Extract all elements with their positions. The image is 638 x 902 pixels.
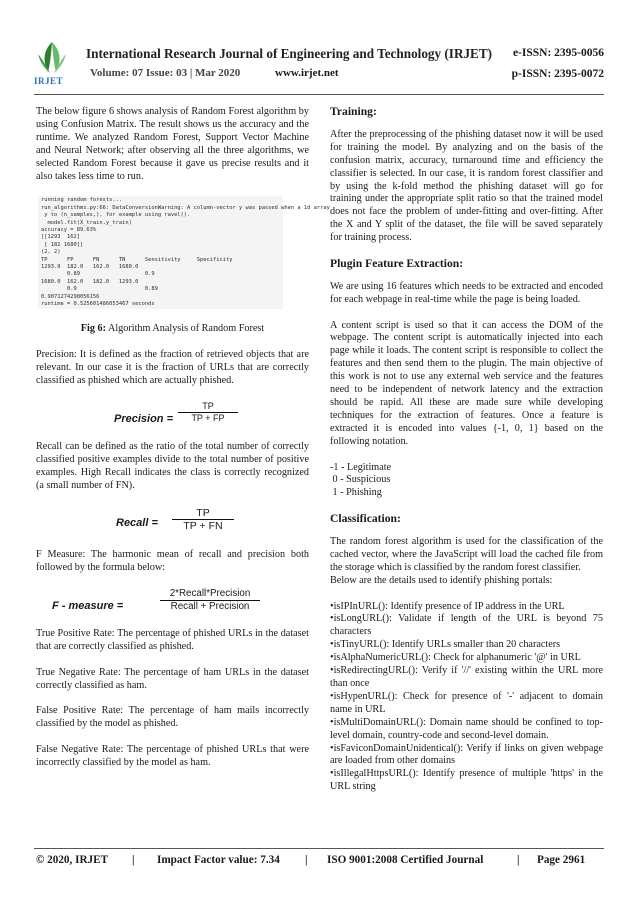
fmeasure-formula-label: F - measure = — [52, 600, 124, 613]
notation-item: 1 - Phishing — [330, 487, 382, 499]
precision-fraction — [178, 401, 238, 424]
list-item: •isHypenURL(): Check for presence of '-' adjacent to domain name in URL — [330, 690, 603, 715]
true-positive-rate-paragraph: True Positive Rate: The percentage of phished URLs in the dataset that are correctly classified as phished. — [36, 628, 309, 652]
recall-formula-label: Recall = — [116, 517, 158, 530]
recall-fraction — [172, 507, 234, 532]
list-item: •isMultiDomainURL(): Domain name should be confined to top-level domain, country-code and second-level domain. — [330, 716, 603, 741]
fmeasure-denominator: Recall + Precision — [160, 600, 260, 613]
fmeasure-fraction — [160, 588, 260, 613]
list-item: •isFaviconDomainUnidentical(): Verify if links on given webpage are loaded from other domains — [330, 742, 603, 767]
footer-iso: ISO 9001:2008 Certified Journal — [327, 854, 484, 866]
volume-issue: Volume: 07 Issue: 03 | Mar 2020 — [90, 67, 241, 79]
footer-divider — [34, 848, 604, 849]
journal-title: International Research Journal of Engineering and Technology (IRJET) — [86, 46, 493, 61]
list-item: •isTinyURL(): Identify URLs smaller than 20 characters — [330, 639, 561, 651]
console-line: (2, 2) — [41, 249, 61, 256]
console-line: 0.9 0.89 — [41, 286, 158, 293]
list-item: •isIPInURL(): Identify presence of IP address in the URL — [330, 600, 565, 612]
console-line: TP FP FN TN Sensitivity Specificity — [41, 256, 233, 263]
precision-paragraph: Precision: It is defined as the fraction of retrieved objects that are relevant. In our case it is the fraction of URLs that are correctly classified as phished which are actually phished. — [36, 349, 309, 387]
plugin-heading: Plugin Feature Extraction: — [330, 256, 464, 270]
recall-formula — [36, 505, 309, 549]
list-item: •isAlphaNumericURL(): Check for alphanumeric '@' in URL — [330, 652, 581, 664]
fmeasure-paragraph: F Measure: The harmonic mean of recall and precision both followed by the formula below: — [36, 549, 309, 574]
footer-page-number: Page 2961 — [537, 854, 586, 866]
false-negative-rate-paragraph: False Negative Rate: The percentage of phished URLs that were incorrectly classified by the model as ham. — [36, 744, 309, 769]
console-line: accuracy = 89.63% — [41, 226, 97, 233]
recall-numerator: TP — [196, 507, 210, 520]
footer-copyright: © 2020, IRJET — [36, 854, 109, 866]
footer-separator: | — [517, 854, 520, 866]
footer-impact-factor: Impact Factor value: 7.34 — [157, 854, 280, 866]
precision-formula — [36, 401, 309, 441]
classification-paragraph-2: Below are the details used to identify phishing portals: — [330, 574, 553, 586]
header-divider — [34, 94, 604, 95]
console-line: y to (n_samples,), for example using ravel(). — [41, 212, 191, 219]
notation-item: -1 - Legitimate — [330, 461, 392, 473]
precision-formula-label: Precision = — [114, 412, 174, 425]
right-column — [330, 106, 603, 794]
console-line: 1680.0 162.0 182.0 1293.0 — [41, 278, 139, 285]
notation-list — [330, 462, 603, 501]
list-item: •isIllegalHttpsURL(): Identify presence of multiple 'https' in the URL string — [330, 768, 603, 793]
console-output-figure — [38, 196, 330, 309]
list-item: •isLongURL(): Validate if length of the URL is beyond 75 characters — [330, 613, 603, 638]
precision-denominator: TP + FP — [178, 412, 238, 424]
console-line: 0.89 0.9 — [41, 271, 155, 278]
precision-numerator: TP — [202, 400, 214, 411]
p-issn: p-ISSN: 2395-0072 — [511, 68, 604, 80]
page-header — [34, 40, 604, 92]
footer-separator: | — [132, 854, 135, 866]
figure-caption — [36, 323, 309, 336]
console-line: run_algorithms.py:66: DataConversionWarning: A column-vector y was passed when a 1d array — [41, 204, 330, 211]
plugin-paragraph-2: A content script is used so that it can access the DOM of the webpage. The content script is automatically injected into each page while it loads. The content script is responsible to collect the features and then send them to the plugin. The main objective of this work is not to use any external web service and the features need to be independent of network latency and the extraction should be rapid. All these are made sure while developing techniques for the extraction of features. Once a feature is extracted it is encoded into values {-1, 0, 1} based on the following notation. — [330, 319, 603, 447]
classification-paragraph-1: The random forest algorithm is used for the classification of the cached vector, where the JavaScript will load the cached file from the storage which is classified by the random forest classifier. — [330, 536, 603, 573]
e-issn: e-ISSN: 2395-0056 — [512, 47, 604, 59]
true-negative-rate-paragraph: True Negative Rate: The percentage of ham URLs in the dataset correctly classified as ham. — [36, 666, 309, 691]
console-line: [ 182 1680]] — [41, 241, 84, 248]
console-line: model.fit(X_train,y_train) — [41, 219, 132, 226]
training-paragraph: After the preprocessing of the phishing dataset now it will be used for training the model. By analyzing and on the basis of the confusion matrix, accuracy, turnaround time and efficiency the classifier is selected. In our case, it is random forest classifier and by using the k-fold method the phishing dataset will go for training under the appropriate split ratio so that the trained model does not face the problem of under-fitting and over-fitting. After the X and Y split of the dataset, the file will be saved separately for training process. — [330, 128, 603, 244]
feature-bullet-list — [330, 601, 603, 795]
left-column — [36, 106, 330, 783]
footer-separator: | — [305, 854, 308, 866]
console-line: 1293.0 182.0 162.0 1680.0 — [41, 263, 139, 270]
training-heading: Training: — [330, 105, 377, 118]
console-line: running random forests... — [41, 197, 123, 204]
notation-item: 0 - Suspicious — [330, 474, 391, 486]
console-line: 0.9071274298056156 — [41, 293, 100, 300]
figure-caption-label: Fig 6: — [80, 323, 106, 335]
false-positive-rate-paragraph: False Positive Rate: The percentage of ham mails incorrectly classified by the model as phished. — [36, 705, 309, 730]
fmeasure-numerator: 2*Recall*Precision — [169, 588, 251, 600]
logo-text: IRJET — [34, 76, 64, 86]
plugin-paragraph-1: We are using 16 features which needs to be extracted and encoded for each webpage in real-time while the page is being loaded. — [330, 280, 603, 305]
intro-paragraph: The below figure 6 shows analysis of Random Forest algorithm by using Confusion Matrix. The result shows us the accuracy and the runtime. We analyzed Random Forest, Support Vector Machine and Neural Network; after observing all the three algorithms, we selected Random Forest because it gave us precise results and it also takes less time to run. — [36, 106, 309, 182]
fmeasure-formula — [36, 588, 309, 628]
recall-paragraph: Recall can be defined as the ratio of the total number of correctly classified positive examples divide to the total number of positive examples. High Recall indicates the class is correctly recognized (a small number of FN). — [36, 440, 309, 491]
classification-heading: Classification: — [330, 512, 401, 526]
recall-denominator: TP + FN — [172, 519, 234, 532]
website-link[interactable]: www.irjet.net — [275, 67, 339, 79]
figure-caption-text: Algorithm Analysis of Random Forest — [105, 323, 265, 335]
console-line: [[1293 162] — [41, 234, 80, 241]
console-line: runtime = 0.525601486053467 seconds — [41, 301, 155, 308]
list-item: •isRedirectingURL(): Verify if '//' existing within the URL more than once — [330, 665, 603, 689]
